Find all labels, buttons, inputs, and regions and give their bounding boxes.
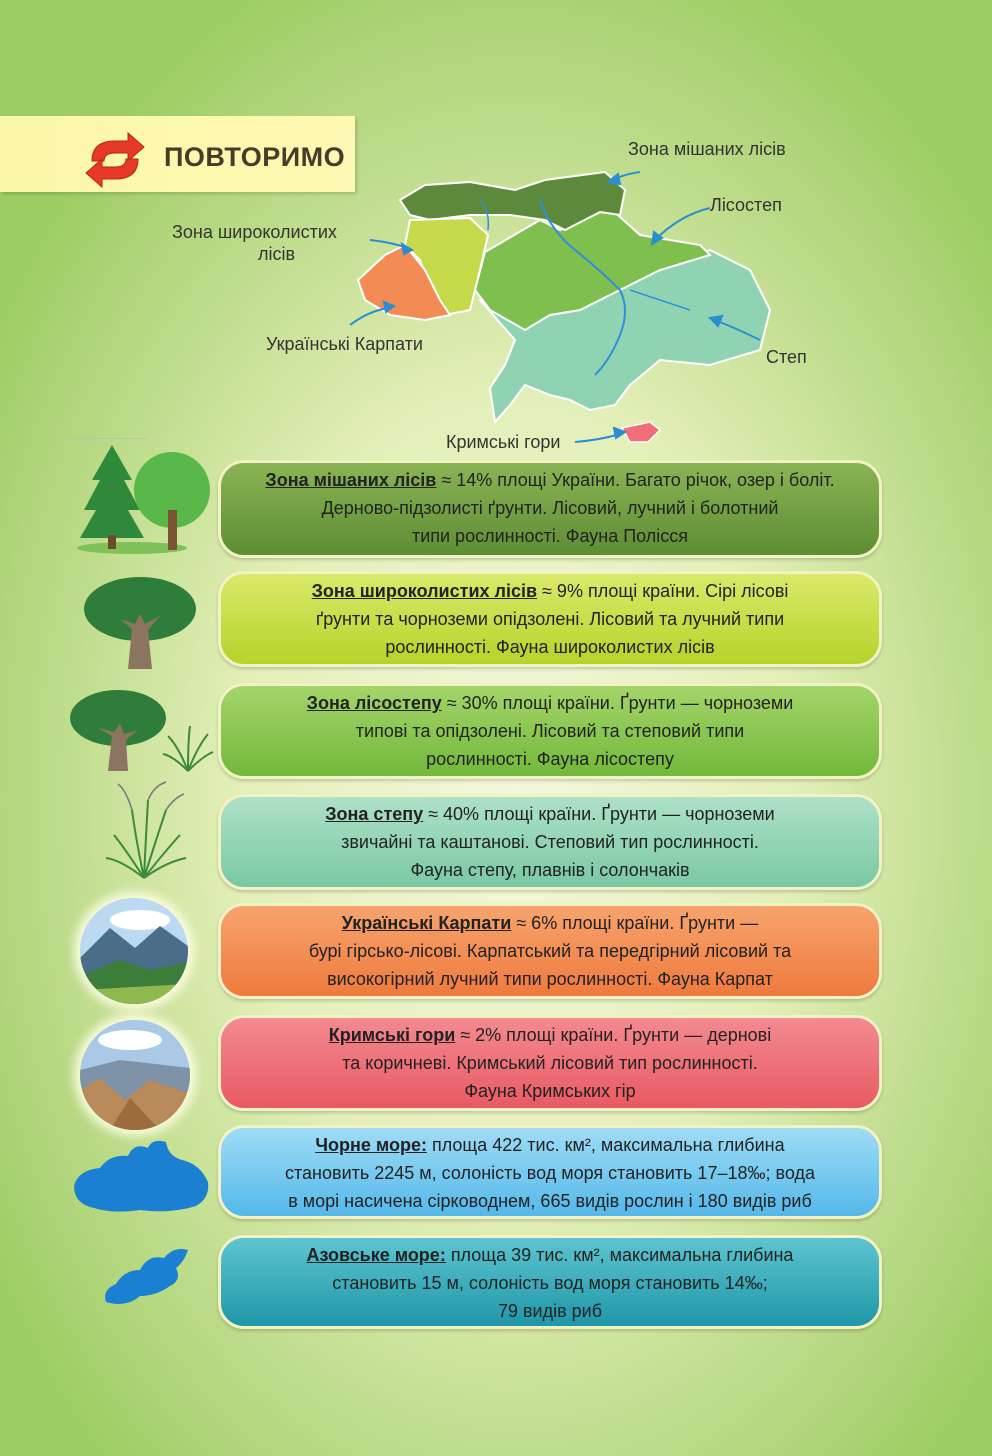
map-zone-crimean-mountains: [622, 422, 660, 442]
card-line-1: [237, 800, 863, 828]
card-line-1: [237, 1131, 863, 1159]
map-label-crimean-mountains: Кримські гори: [446, 432, 561, 452]
card-line-3: Фауна Кримських гір: [464, 1081, 636, 1101]
map-label-broadleaf-line2: лісів: [258, 244, 296, 264]
info-card-steppe: [218, 794, 882, 890]
map-label-mixed-forests: Зона мішаних лісів: [628, 139, 786, 159]
card-line-1: [237, 1021, 863, 1049]
card-text: ≈ 9% площі країни. Сірі лісові: [537, 581, 789, 601]
card-line-3: Фауна степу, плавнів і солончаків: [410, 860, 690, 880]
tree-and-grass-icon: [68, 686, 214, 776]
map-label-steppe: Степ: [766, 347, 807, 367]
azov-sea-shape-icon: [96, 1240, 192, 1312]
card-line-3: високогірний лучний типи рослинності. Фауна Карпат: [327, 969, 773, 989]
card-line-2: та коричневі. Кримський лісовий тип рослинності.: [342, 1053, 758, 1073]
card-text: ≈ 40% площі країни. Ґрунти — чорноземи: [423, 804, 775, 824]
card-line-1: [237, 466, 863, 494]
card-line-2: бурі гірсько-лісові. Карпатський та передгірний лісовий та: [308, 941, 792, 961]
map-label-forest-steppe: Лісостеп: [710, 195, 782, 215]
map-label-carpathians: Українські Карпати: [266, 334, 423, 354]
info-card-crimean-mountains: [218, 1015, 882, 1111]
info-card-azov-sea: [218, 1235, 882, 1329]
info-card-black-sea: [218, 1125, 882, 1219]
card-line-1: [237, 1241, 863, 1269]
map-label-broadleaf-line1: Зона широколистих: [172, 222, 337, 242]
feather-grass-icon: [96, 780, 192, 880]
card-title: Кримські гори: [328, 1025, 456, 1045]
card-text: ≈ 6% площі країни. Ґрунти —: [511, 913, 759, 933]
card-line-3: 79 видів риб: [497, 1301, 603, 1321]
mixed-forest-trees-icon: [72, 440, 212, 555]
card-line-2: становить 15 м, солоність вод моря становить 14‰;: [332, 1273, 768, 1293]
card-line-3: в морі насичена сірководнем, 665 видів рослин і 180 видів риб: [288, 1191, 812, 1211]
card-title: Чорне море:: [315, 1135, 427, 1155]
info-card-broadleaf: [218, 571, 882, 667]
card-title: Українські Карпати: [341, 913, 512, 933]
crimean-mountains-photo: [80, 1020, 190, 1130]
card-text: площа 39 тис. км², максимальна глибина: [445, 1245, 794, 1265]
card-title: Зона мішаних лісів: [265, 470, 437, 490]
card-title: Зона широколистих лісів: [311, 581, 538, 601]
card-line-2: Дерново-підзолисті ґрунти. Лісовий, лучний і болотний: [321, 498, 779, 518]
card-line-2: типові та опідзолені. Лісовий та степовий типи: [355, 721, 745, 741]
card-line-3: рослинності. Фауна лісостепу: [426, 749, 674, 769]
card-line-2: становить 2245 м, солоність вод моря становить 17–18‰; вода: [285, 1163, 815, 1183]
card-line-1: [237, 909, 863, 937]
card-title: Азовське море:: [306, 1245, 446, 1265]
card-line-1: [237, 577, 863, 605]
card-title: Зона лісостепу: [306, 693, 442, 713]
info-card-mixed-forests: [218, 460, 882, 558]
card-line-1: [237, 689, 863, 717]
card-text: площа 422 тис. км², максимальна глибина: [426, 1135, 785, 1155]
card-line-2: ґрунти та чорноземи опідзолені. Лісовий та лучний типи: [315, 609, 785, 629]
card-title: Зона степу: [325, 804, 424, 824]
card-text: ≈ 14% площі України. Багато річок, озер і боліт.: [436, 470, 835, 490]
refresh-arrows-icon: [82, 131, 148, 189]
card-text: ≈ 2% площі країни. Ґрунти — дернові: [455, 1025, 772, 1045]
card-line-2: звичайні та каштанові. Степовий тип рослинності.: [341, 832, 759, 852]
card-line-3: типи рослинності. Фауна Полісся: [411, 526, 689, 546]
black-sea-shape-icon: [70, 1134, 212, 1218]
oak-tree-icon: [80, 574, 198, 674]
carpathian-mountains-photo: [80, 898, 188, 1004]
info-card-forest-steppe: [218, 683, 882, 779]
page-title: ПОВТОРИМО: [164, 142, 346, 172]
info-card-carpathians: [218, 903, 882, 999]
divider-line: [70, 438, 146, 439]
card-text: ≈ 30% площі країни. Ґрунти — чорноземи: [441, 693, 794, 713]
card-line-3: рослинності. Фауна широколистих лісів: [385, 637, 715, 657]
